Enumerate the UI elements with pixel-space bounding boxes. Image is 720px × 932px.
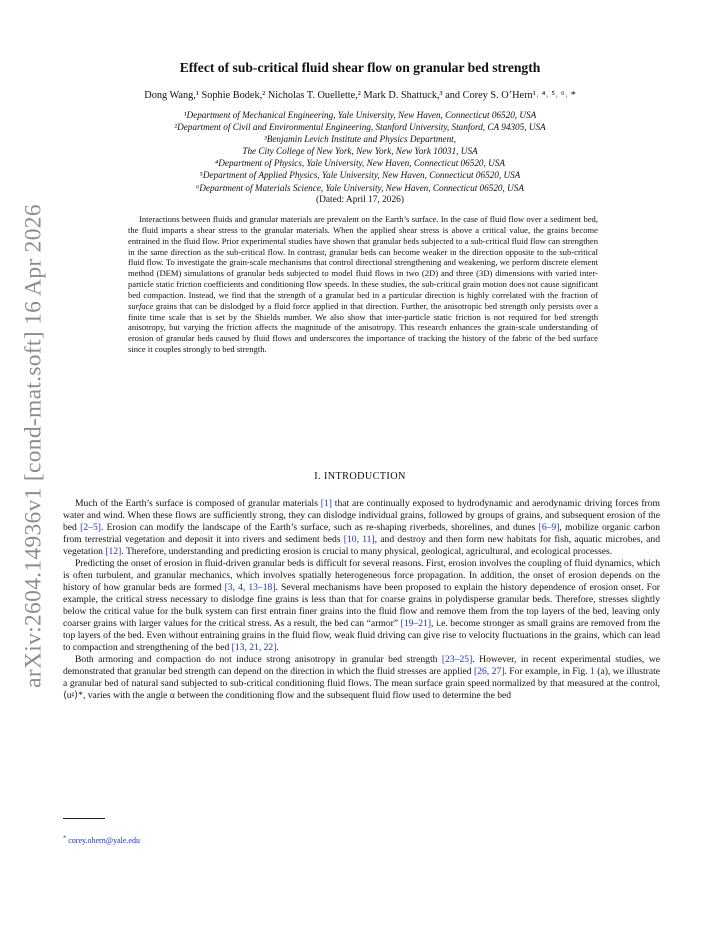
intro-text: . However, in recent experimental studies, we demonstrated that granular bed strength can depend on the direction in which the fluid stresses are applied bbox=[63, 654, 660, 677]
citation-link[interactable]: [19–21] bbox=[400, 618, 432, 629]
intro-text: . Therefore, understanding and predicting erosion is crucial to many physical, geological, agricultural, and ecological processes. bbox=[121, 546, 613, 557]
abstract-paragraph bbox=[128, 214, 598, 355]
date-line: (Dated: April 17, 2026) bbox=[315, 195, 404, 205]
author-list: Dong Wang,¹ Sophie Bodek,² Nicholas T. Ouellette,² Mark D. Shattuck,³ and Corey S. O’Hern¹˒ ⁴˒ ⁵˒ ⁶˒ * bbox=[144, 90, 576, 101]
affiliation-3-cont: The City College of New York, New York, New York 10031, USA bbox=[242, 146, 478, 157]
footnote-rule bbox=[63, 818, 105, 819]
citation-link[interactable]: [13, 21, 22] bbox=[231, 642, 277, 653]
citation-link[interactable]: [23–25] bbox=[441, 654, 473, 665]
intro-text: Both armoring and compaction do not induce strong anisotropy in granular bed strength bbox=[75, 654, 442, 665]
corresponding-email-link[interactable]: corey.ohern@yale.edu bbox=[68, 836, 140, 845]
citation-link[interactable]: [2–5] bbox=[80, 522, 101, 533]
introduction-body bbox=[63, 498, 660, 702]
citation-link[interactable]: [12] bbox=[105, 546, 122, 557]
abstract bbox=[128, 214, 598, 355]
arxiv-identifier-text: arXiv:2604.14936v1 [cond-mat.soft] 16 Apr 2026 bbox=[20, 204, 47, 688]
footnote-marker: * bbox=[63, 834, 67, 842]
affiliations bbox=[0, 109, 720, 194]
intro-paragraph-1 bbox=[63, 498, 660, 558]
figure-link[interactable]: 1 bbox=[590, 666, 595, 677]
intro-text: . Several mechanisms have been proposed to explain the history dependence of erosion onset. For example, the critical stress necessary to dislodge fine grains is less than that for coarse grains in polydisperse granular beds. Therefore, stresses slightly below the critical value for the bulk system can first entrain finer grains into the fluid flow and remove them from the top layers of the bed, leaving only coarser grains with larger values for the critical stress. As a result, the bed can “armor” bbox=[63, 582, 661, 629]
citation-link[interactable]: [26, 27] bbox=[474, 666, 505, 677]
citation-link[interactable]: [1] bbox=[320, 498, 332, 509]
affiliation-5: ⁵Department of Applied Physics, Yale University, New Haven, Connecticut 06520, USA bbox=[199, 170, 521, 181]
abstract-text: Interactions between fluids and granular materials are prevalent on the Earth’s surface. In the case of fluid flow over a sediment bed, the fluid imparts a shear stress to the granular materials. When the applied shear stress is above a critical value, the grains become entrained in the fluid flow. Prior experimental studies have shown that granular beds subjected to a sub-critical fluid flow can strengthen in the same direction as the sub-critical flow. In contrast, granular beds can become weaker in the direction opposite to the sub-critical fluid flow. To investigate the grain-scale mechanisms that control directional strengthening and weakening, we perform discrete element method (DEM) simulations of granular beds subjected to model fluid flows in two (2D) and three (3D) dimensions with varied inter-particle static friction coefficients and conditioning flow speeds. In these studies, the sub-critical grain motion does not cause significant bed compaction. Instead, we find that the strength of a granular bed in a particular direction is highly correlated with the fraction of bbox=[128, 214, 598, 300]
footnote bbox=[63, 836, 140, 845]
intro-text: , i.e. become stronger as small grains are removed from the top layers of the bed. Even without entraining grains in the fluid flow, weak fluid driving can give rise to velocity fluctuations in the grains, which can lead to compaction and strengthening of the bed bbox=[63, 618, 660, 653]
abstract-emphasis: surface bbox=[128, 300, 154, 311]
intro-text: Predicting the onset of erosion in fluid-driven granular beds is difficult for several reasons. First, erosion involves the coupling of fluid dynamics, which is often turbulent, and granular mechanics, which involves spatially heterogeneous force propagation. In addition, the onset of erosion depends on the history of how granular beds are formed bbox=[63, 558, 660, 593]
affiliation-4: ⁴Department of Physics, Yale University, New Haven, Connecticut 06520, USA bbox=[215, 158, 505, 169]
section-heading: I. INTRODUCTION bbox=[314, 471, 406, 482]
citation-link[interactable]: [10, 11] bbox=[343, 534, 375, 545]
intro-text: (a), we illustrate a granular bed of natural sand subjected to sub-critical conditioning fluid flows. The mean surface grain speed normalized by that measured at the control, ⟨uᵍ⟩*, varies with the angle α between the conditioning flow and the subsequent fluid flow used to determine the bed bbox=[63, 666, 661, 701]
intro-text: , mobilize organic carbon from terrestrial vegetation and deposit it into rivers and sediment beds bbox=[63, 522, 661, 545]
intro-text: , and destroy and then form new habitats for fish, aquatic microbes, and vegetation bbox=[63, 534, 660, 557]
intro-text: . For example, in Fig. bbox=[504, 666, 591, 677]
affiliation-6: ⁶Department of Materials Science, Yale University, New Haven, Connecticut 06520, USA bbox=[196, 182, 524, 193]
intro-text: Much of the Earth’s surface is composed of granular materials bbox=[75, 498, 321, 509]
intro-text: . bbox=[276, 642, 279, 653]
citation-link[interactable]: [3, 4, 13–18] bbox=[224, 582, 276, 593]
affiliation-3: ³Benjamin Levich Institute and Physics Department, bbox=[263, 134, 457, 145]
intro-text: that are continually exposed to hydrodynamic and aerodynamic driving forces from water and wind. When these flows are sufficiently strong, they can dislodge individual grains, followed by groups of grains, and subsequent erosion of the bed bbox=[63, 498, 660, 533]
affiliation-1: ¹Department of Mechanical Engineering, Yale University, New Haven, Connecticut 06520, USA bbox=[183, 110, 537, 120]
intro-paragraph-3 bbox=[63, 654, 660, 702]
affiliation-2: ²Department of Civil and Environmental Engineering, Stanford University, Stanford, CA 94305, USA bbox=[174, 122, 546, 133]
arxiv-identifier bbox=[13, 204, 55, 688]
intro-text: . Erosion can modify the landscape of the Earth’s surface, such as re-shaping riverbeds, shorelines, and dunes bbox=[100, 522, 539, 533]
intro-paragraph-2 bbox=[63, 558, 660, 654]
paper-title: Effect of sub-critical fluid shear flow on granular bed strength bbox=[179, 60, 541, 75]
abstract-text-continued: grains that can be dislodged by a fluid force applied in that direction. Further, the anisotropic bed strength only persists over a finite time scale that is set by the Shields number. We also show that inter-particle static friction is not required for bed strength anisotropy, but varying the friction affects the magnitude of the anisotropy. This research enhances the grain-scale understanding of erosion of granular beds caused by fluid flows and underscores the importance of tracking the history of the fabric of the bed surface since it couples strongly to bed strength. bbox=[128, 300, 598, 355]
citation-link[interactable]: [6–9] bbox=[538, 522, 560, 533]
